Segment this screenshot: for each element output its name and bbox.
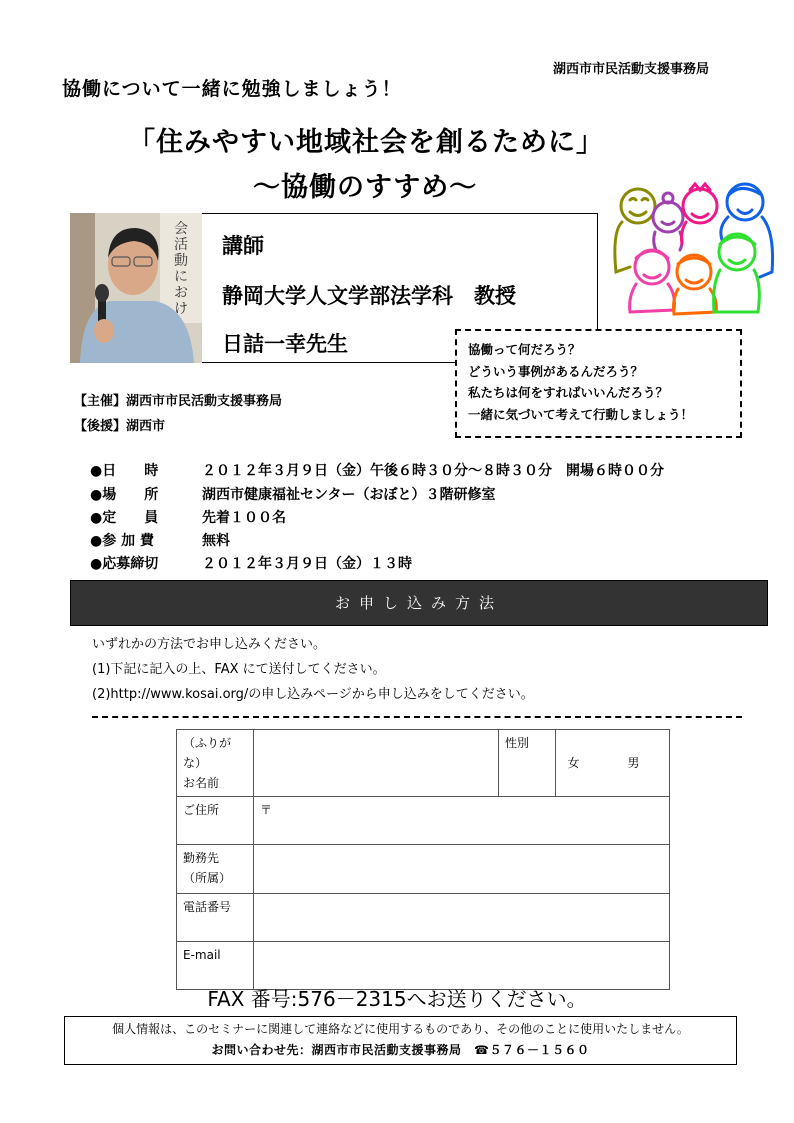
contact-info: お問い合わせ先：湖西市市民活動支援事務局 ☎５７６－１５６０ — [211, 1043, 590, 1057]
sponsor-host-value: 湖西市市民活動支援事務局 — [126, 394, 283, 409]
privacy-notice: 個人情報は、このセミナーに関連して連絡などに使用するものであり、その他のことに使用いたしません。 — [112, 1022, 689, 1036]
person-blue-icon — [721, 184, 773, 277]
info-label: ●定 員 — [90, 510, 159, 526]
lecturer-name: 日詰一幸先生 — [222, 332, 348, 356]
cut-line-divider — [92, 716, 742, 718]
workplace-field[interactable] — [254, 845, 670, 894]
sponsor-support — [74, 415, 165, 434]
info-label: ●日 時 — [90, 463, 159, 479]
lecturer-label: 講師 — [222, 234, 264, 258]
person-green-icon — [714, 234, 760, 312]
workplace-label: 勤務先 — [183, 851, 220, 865]
lecturer-photo-image — [70, 213, 202, 363]
fax-number-text: FAX 番号:576－2315へお送りください。 — [207, 987, 587, 1011]
subheading: 協働について一緒に勉強しましょう！ — [62, 78, 402, 100]
info-label: ●応募締切 — [90, 556, 159, 572]
apply-option-fax: (1)下記に記入の上、FAX にて送付してください。 — [92, 662, 386, 677]
info-row-fee — [90, 530, 230, 550]
people-illustration — [600, 172, 780, 317]
workplace-sub-label: （所属） — [183, 871, 232, 885]
question-line: 私たちは何をすればいいんだろう？ — [468, 385, 669, 400]
svg-text:お: お — [174, 285, 188, 301]
apply-option-web[interactable]: (2)http://www.kosai.org/の申し込みページから申し込みをしてください。 — [92, 687, 534, 702]
lecturer-affiliation: 静岡大学人文学部法学科 教授 — [222, 284, 516, 308]
furigana-label: （ふりがな） — [183, 736, 232, 770]
postal-mark: 〒 — [260, 803, 273, 817]
lecturer-photo — [70, 213, 202, 363]
person-olive-icon — [615, 189, 655, 272]
svg-text:け: け — [174, 301, 188, 317]
privacy-notice-box — [64, 1016, 737, 1065]
question-line: 協働って何だろう？ — [468, 342, 581, 357]
page-subtitle: ～協働のすすめ～ — [253, 172, 478, 203]
svg-text:会: 会 — [174, 221, 188, 237]
info-row-datetime — [90, 460, 664, 480]
application-form — [176, 729, 670, 990]
svg-text:活: 活 — [174, 237, 188, 253]
person-magenta-icon — [682, 184, 718, 244]
sponsor-support-label: 【後援】 — [74, 419, 127, 434]
apply-method-heading: お申し込み方法 — [70, 580, 768, 626]
sponsor-support-value: 湖西市 — [126, 419, 166, 434]
workplace-label-cell — [177, 845, 254, 894]
question-line: どういう事例があるんだろう？ — [468, 363, 644, 379]
name-label: お名前 — [183, 776, 220, 790]
questions-box — [455, 329, 742, 438]
email-label: E-mail — [177, 942, 254, 990]
svg-text:に: に — [174, 269, 188, 285]
person-orange-icon — [674, 255, 717, 314]
name-label-cell — [177, 730, 254, 797]
info-row-deadline — [90, 553, 412, 573]
address-label: ご住所 — [177, 797, 254, 845]
question-line: 一緒に気づいて考えて行動しましょう！ — [468, 406, 694, 422]
info-row-venue — [90, 484, 495, 504]
info-value: 先着１００名 — [202, 510, 286, 526]
gender-label: 性別 — [499, 730, 556, 797]
page-title: 「住みやすい地域社会を創るために」 — [128, 127, 604, 158]
organizer-top: 湖西市市民活動支援事務局 — [553, 62, 710, 77]
info-value: ２０１２年３月９日（金）午後６時３０分～８時３０分 開場６時００分 — [202, 463, 664, 479]
gender-options[interactable]: 女 男 — [556, 730, 670, 797]
apply-instruction: いずれかの方法でお申し込みください。 — [92, 637, 327, 652]
phone-label: 電話番号 — [177, 894, 254, 942]
info-label: ●場 所 — [90, 487, 159, 503]
person-pink-icon — [630, 250, 675, 312]
phone-field[interactable] — [254, 894, 670, 942]
info-row-capacity — [90, 507, 286, 527]
name-field[interactable] — [254, 730, 499, 797]
sponsor-host — [74, 390, 282, 409]
info-label: ●参 加 費 — [90, 533, 154, 549]
svg-text:動: 動 — [174, 253, 188, 269]
info-value: 湖西市健康福祉センター（おぼと）３階研修室 — [202, 487, 496, 503]
sponsor-host-label: 【主催】 — [74, 394, 127, 409]
address-field[interactable] — [254, 797, 670, 845]
person-purple-icon — [653, 193, 683, 250]
info-value: ２０１２年３月９日（金）１３時 — [202, 556, 412, 572]
info-value: 無料 — [202, 533, 230, 549]
